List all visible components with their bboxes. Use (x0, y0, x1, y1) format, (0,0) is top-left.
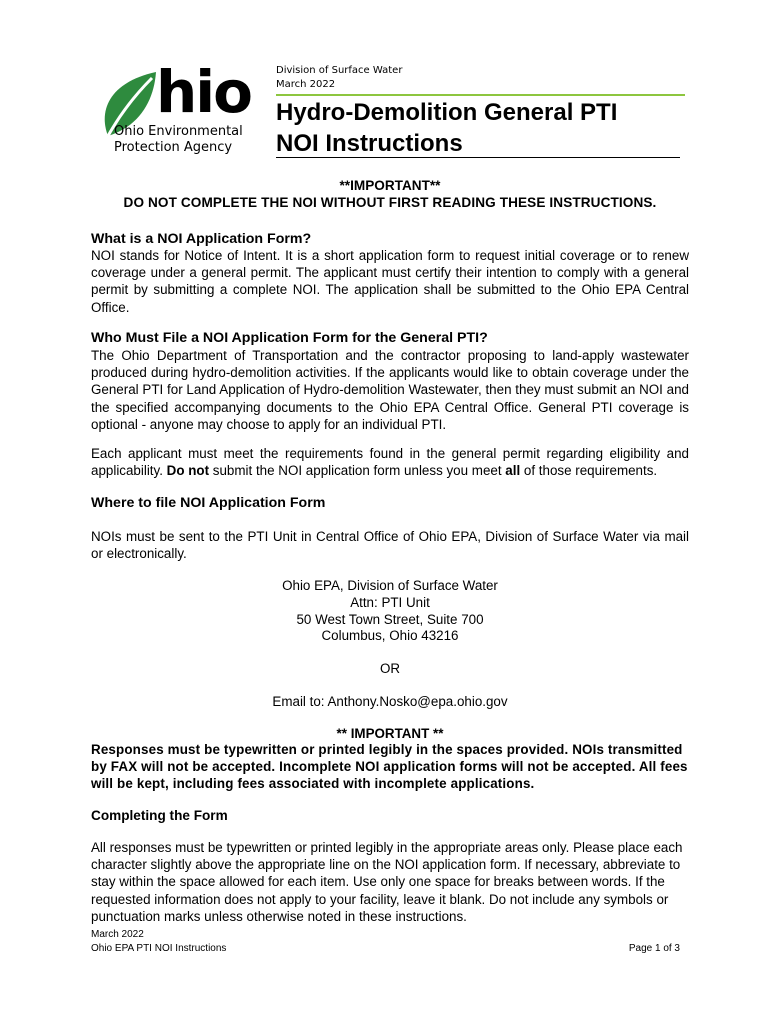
header-date: March 2022 (276, 79, 336, 90)
ohio-epa-logo (96, 58, 252, 158)
address-line: Attn: PTI Unit (350, 595, 430, 610)
eligibility-text-c: submit the NOI application form unless you meet (209, 463, 506, 479)
footer-doc: Ohio EPA PTI NOI Instructions (91, 943, 227, 954)
title-line-1: Hydro-Demolition General PTI (276, 99, 618, 126)
division-label: Division of Surface Water (276, 65, 403, 76)
address-line: Ohio EPA, Division of Surface Water (282, 578, 498, 593)
section-body-completing-form: All responses must be typewritten or printed legibly in the appropriate areas only. Please place each character slightly above the appropriate line on the NOI application form. If necessary, abbreviate to stay within the space allowed for each item. Use only one space for breaks between words. If the requested information does not apply to your facility, leave it blank. Do not include any symbols or punctuation marks unless otherwise noted in these instructions. (91, 840, 683, 924)
email-line: Email to: Anthony.Nosko@epa.ohio.gov (272, 694, 508, 709)
header-black-rule (276, 157, 680, 158)
footer-date: March 2022 (91, 929, 144, 940)
section-body-where-to-file: NOIs must be sent to the PTI Unit in Central Office of Ohio EPA, Division of Surface Water via mail or electronically. (91, 529, 689, 562)
important-label-mid: ** IMPORTANT ** (336, 726, 444, 741)
title-line-2: NOI Instructions (276, 130, 463, 157)
important-text-mid: Responses must be typewritten or printed legibly in the spaces provided. NOIs transmitted by FAX will not be accepted. Incomplete NOI application forms will not be accepted. All fees will be kept, including fees associated with incomplete applications. (91, 742, 688, 792)
section-heading-where-to-file: Where to file NOI Application Form (91, 495, 326, 511)
header-green-rule (276, 94, 685, 96)
section-body-what-is-noi: NOI stands for Notice of Intent. It is a short application form to request initial coverage or to renew coverage under a general permit. The applicant must certify their intention to comply with a general permit by submitting a complete NOI. The application shall be submitted to the Ohio EPA Central Office. (91, 248, 689, 315)
eligibility-text-a: Each applicant must meet the requirements found in the general permit regarding eligibility and applicability. (91, 446, 689, 479)
address-line: 50 West Town Street, Suite 700 (296, 612, 484, 627)
page-title (276, 97, 617, 159)
section-heading-who-must-file: Who Must File a NOI Application Form for the General PTI? (91, 330, 488, 346)
section-body-eligibility (91, 445, 689, 479)
important-label-top: **IMPORTANT** (339, 178, 441, 193)
logo-wordmark: hio (156, 58, 252, 126)
section-heading-what-is-noi: What is a NOI Application Form? (91, 231, 312, 247)
logo-line-1: Ohio Environmental (114, 124, 243, 139)
eligibility-all: all (505, 463, 521, 479)
or-separator: OR (379, 661, 401, 676)
important-text-top: DO NOT COMPLETE THE NOI WITHOUT FIRST READING THESE INSTRUCTIONS. (123, 195, 657, 210)
address-line: Columbus, Ohio 43216 (321, 628, 459, 643)
eligibility-text-e: of those requirements. (520, 463, 658, 479)
logo-line-2: Protection Agency (114, 140, 233, 155)
section-heading-completing-form: Completing the Form (91, 808, 228, 823)
eligibility-do-not: Do not (166, 463, 210, 479)
section-body-who-must-file: The Ohio Department of Transportation and the contractor proposing to land-apply wastewater produced during hydro-demolition activities. If the applicants would like to obtain coverage under the General PTI for Land Application of Hydro-demolition Wastewater, then they must submit an NOI and the specified accompanying documents to the Ohio EPA Central Office. General PTI coverage is optional - anyone may choose to apply for an individual PTI. (91, 348, 689, 432)
footer-page-number: Page 1 of 3 (628, 943, 680, 954)
